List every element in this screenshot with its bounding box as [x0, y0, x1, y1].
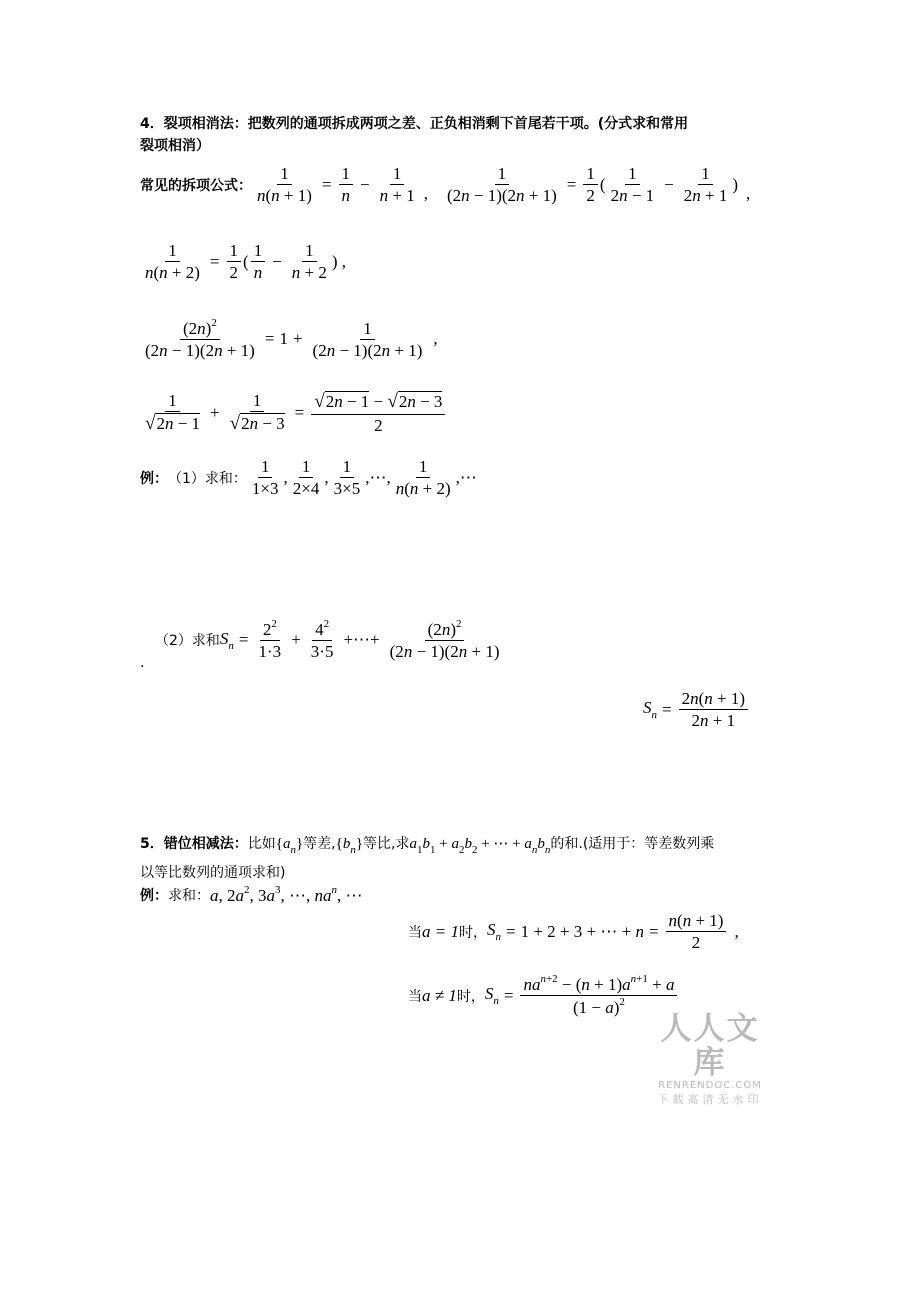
case-1-formula: $S_n$ = 1 + 2 + 3 + ⋯ + n = $\frac{n(n + 1)}{2}$ ,: [486, 911, 739, 953]
case-2-time: 时，: [456, 988, 485, 1005]
formula-row-1: [140, 163, 750, 207]
section-5-paren-2: 以等比数列的通项求和): [140, 865, 286, 881]
case-a-not-1: [408, 973, 679, 1019]
case-a-equals-1: [408, 910, 739, 954]
section-4-number: 4．: [140, 116, 164, 132]
formula-1: $\frac{1}{n(n + 1)}$ = $\frac{1}{n}$ − $\frac{1}{n + 1}$ ,: [257, 164, 428, 206]
case-1-time: 时，: [458, 924, 487, 941]
example-2-answer: $S_n$ = $\frac{2n(n + 1)}{2n + 1}$: [643, 688, 750, 732]
formulas-label: 常见的拆项公式：: [140, 177, 252, 194]
stray-dot: .: [140, 655, 145, 671]
case-2-condition: a ≠ 1: [422, 985, 457, 1005]
section-5-geom: 等比,: [363, 836, 396, 852]
case-2-formula: $S_n$ = $\frac{na^{n+2} - (n + 1)a^{n+1} + a}{(1 - a)^2}$: [485, 973, 680, 1019]
example-5-ask: 求和：: [168, 888, 210, 904]
case-1-prefix: 当: [408, 924, 422, 941]
section-4-title: 裂项相消法：: [163, 116, 248, 132]
section-4-heading: [140, 113, 780, 157]
section-5-title: 错位相减法：: [163, 836, 248, 852]
case-1-condition: a = 1: [422, 921, 459, 941]
watermark-brand: 人人文库: [660, 1011, 760, 1081]
example-5: [140, 884, 363, 906]
section-5-sum-of: 的和.: [550, 836, 583, 852]
watermark-url: RENRENDOC.COM: [658, 1080, 762, 1091]
formula-3: $\frac{1}{n(n + 2)}$ = $\frac{1}{2}$ ( $\frac{1}{n}$ − $\frac{1}{n + 2}$ ) ,: [145, 241, 347, 283]
section-5-intro: 比如: [247, 836, 276, 852]
example-2-formula: $S_n$ = $\frac{2^2}{1\cdot 3}$ + $\frac{4^2}{3\cdot 5}$ +⋯+ $\frac{(2n)^2}{(2n - 1)(2n + 1)}$: [219, 618, 500, 662]
section-4-desc-1: 把数列的通项拆成两项之差、正负相消剩下首尾若干项。(分式求和常用: [247, 116, 689, 132]
watermark-slogan: 下载高清无水印: [657, 1093, 763, 1106]
section-5-heading: 5．错位相减法：比如$\{a_n\}$等差$,\{b_n\}$等比,求$a_1b_1 + a_2b_2$ + ⋯ + $a_nb_n$的和.(适用于：等差数列乘 以等比数列的通项求和): [140, 836, 715, 881]
section-5-ask: 求: [395, 836, 410, 852]
section-4-desc-2: 裂项相消）: [140, 138, 210, 154]
example-1-label: （1）求和：: [168, 470, 247, 487]
example-2: [155, 618, 504, 663]
example-label: 例：: [140, 470, 168, 487]
case-2-prefix: 当: [408, 988, 422, 1005]
example-1: [140, 456, 477, 500]
section-5-number: 5．: [140, 836, 164, 852]
formula-2: $\frac{1}{(2n - 1)(2n + 1)}$ = $\frac{1}{2}$ ( $\frac{1}{2n - 1}$ − $\frac{1}{2n + 1}$ ) ,: [446, 164, 751, 206]
section-5-arith: 等差,: [303, 836, 336, 852]
example-5-sequence: a, $2a^2$, $3a^3$, ⋯, $na^n$, ⋯: [210, 884, 363, 905]
formula-4: $\frac{(2n)^2}{(2n - 1)(2n + 1)}$ = 1 + $\frac{1}{(2n - 1)(2n + 1)}$ ,: [145, 317, 438, 361]
section-5-paren-1: (适用于：等差数列乘: [582, 836, 715, 852]
example-5-label: 例：: [140, 888, 168, 904]
example-2-label: （2）求和: [155, 633, 220, 650]
watermark: [648, 1012, 772, 1107]
example-1-sequence: $\frac{1}{1\times 3}$ , $\frac{1}{2\times 4}$ , $\frac{1}{3\times 5}$ ,⋯, $\frac{1}{n(n + 2)}$ ,⋯: [251, 457, 477, 499]
formula-5: $\frac{1}{√2n - 1}$ + $\frac{1}{√2n - 3}$ = $\frac{√2n - 1 - √2n - 3}{2}$: [140, 390, 447, 436]
